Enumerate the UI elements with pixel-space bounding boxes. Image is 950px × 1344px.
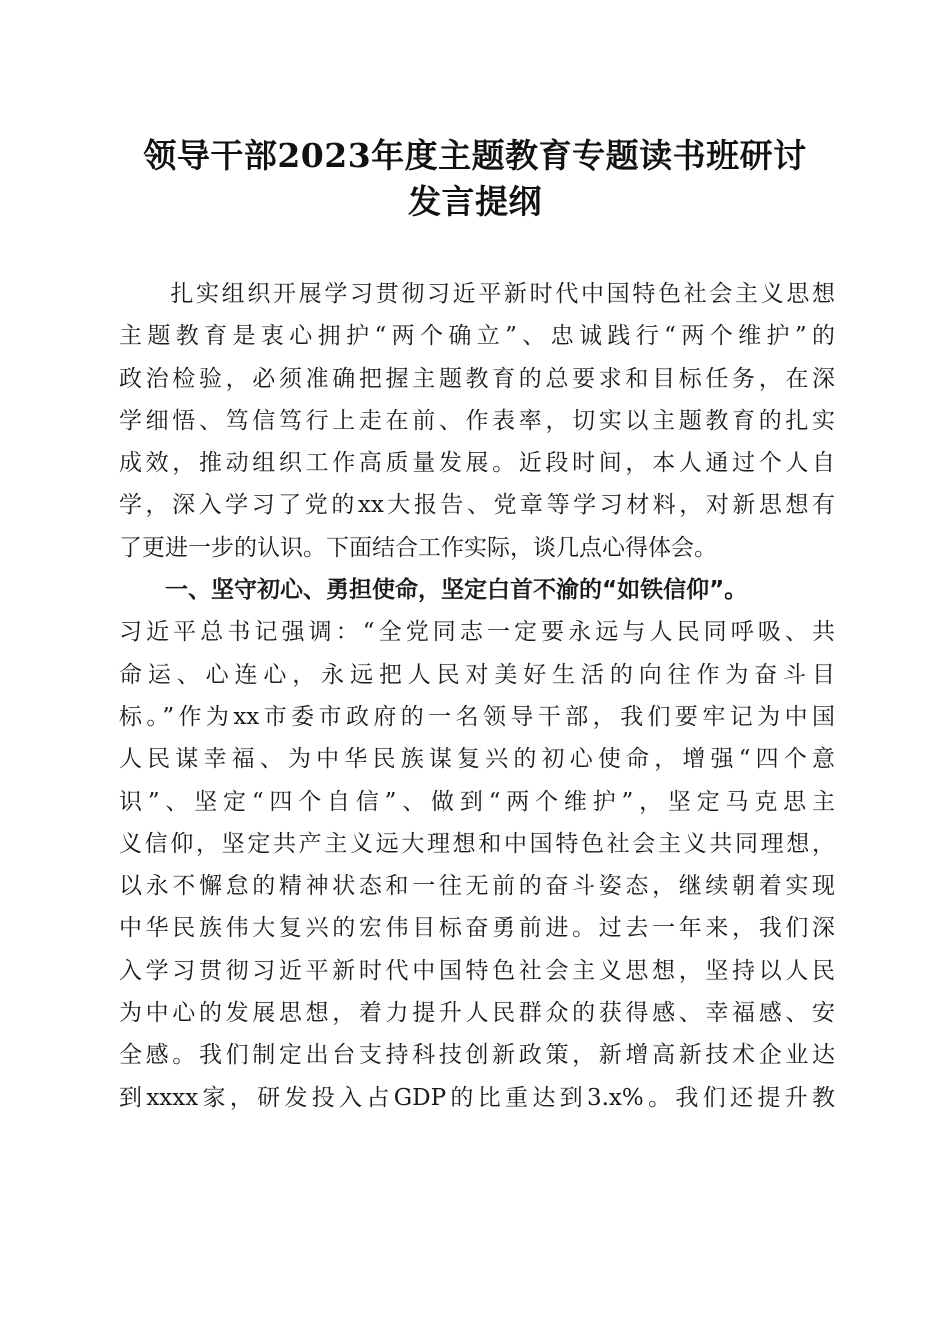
body-line: 义信仰，坚定共产主义远大理想和中国特色社会主义共同理想， bbox=[119, 830, 835, 857]
document-body bbox=[119, 273, 835, 1119]
body-line: 扎实组织开展学习贯彻习近平新时代中国特色社会主义思想 bbox=[119, 281, 835, 307]
body-line: 识”、坚定“四个自信”、做到“两个维护”，坚定马克思主 bbox=[119, 788, 835, 815]
body-line: 标。”作为xx市委市政府的一名领导干部，我们要牢记为中国 bbox=[119, 703, 835, 730]
body-line: 为中心的发展思想，着力提升人民群众的获得感、幸福感、安 bbox=[119, 1000, 835, 1027]
body-line: 到xxxx家，研发投入占GDP的比重达到3.x%。我们还提升教 bbox=[119, 1084, 835, 1111]
body-line: 全感。我们制定出台支持科技创新政策，新增高新技术企业达 bbox=[119, 1042, 835, 1069]
body-line: 政治检验，必须准确把握主题教育的总要求和目标任务，在深 bbox=[119, 365, 835, 392]
body-line: 成效，推动组织工作高质量发展。近段时间，本人通过个人自 bbox=[119, 450, 835, 477]
title-line-2: 发言提纲 bbox=[408, 182, 542, 221]
body-line: 人民谋幸福、为中华民族谋复兴的初心使命，增强“四个意 bbox=[119, 746, 835, 773]
body-line: 学，深入学习了党的xx大报告、党章等学习材料，对新思想有 bbox=[119, 492, 835, 519]
body-line: 以永不懈怠的精神状态和一往无前的奋斗姿态，继续朝着实现 bbox=[119, 873, 835, 900]
body-line: 主题教育是衷心拥护“两个确立”、忠诚践行“两个维护”的 bbox=[119, 323, 835, 350]
title-line-1: 领导干部2023年度主题教育专题读书班研讨 bbox=[143, 136, 807, 175]
body-line: 命运、心连心，永远把人民对美好生活的向往作为奋斗目 bbox=[119, 661, 835, 688]
document-title bbox=[100, 133, 850, 225]
body-line: 了更进一步的认识。下面结合工作实际，谈几点心得体会。 bbox=[119, 534, 717, 561]
section-heading: 一、坚守初心、勇担使命，坚定白首不渝的“如铁信仰”。 bbox=[119, 577, 748, 604]
body-line: 中华民族伟大复兴的宏伟目标奋勇前进。过去一年来，我们深 bbox=[119, 915, 835, 942]
body-line: 习近平总书记强调：“全党同志一定要永远与人民同呼吸、共 bbox=[119, 619, 835, 646]
body-line: 入学习贯彻习近平新时代中国特色社会主义思想，坚持以人民 bbox=[119, 957, 835, 984]
body-line: 学细悟、笃信笃行上走在前、作表率，切实以主题教育的扎实 bbox=[119, 407, 835, 434]
